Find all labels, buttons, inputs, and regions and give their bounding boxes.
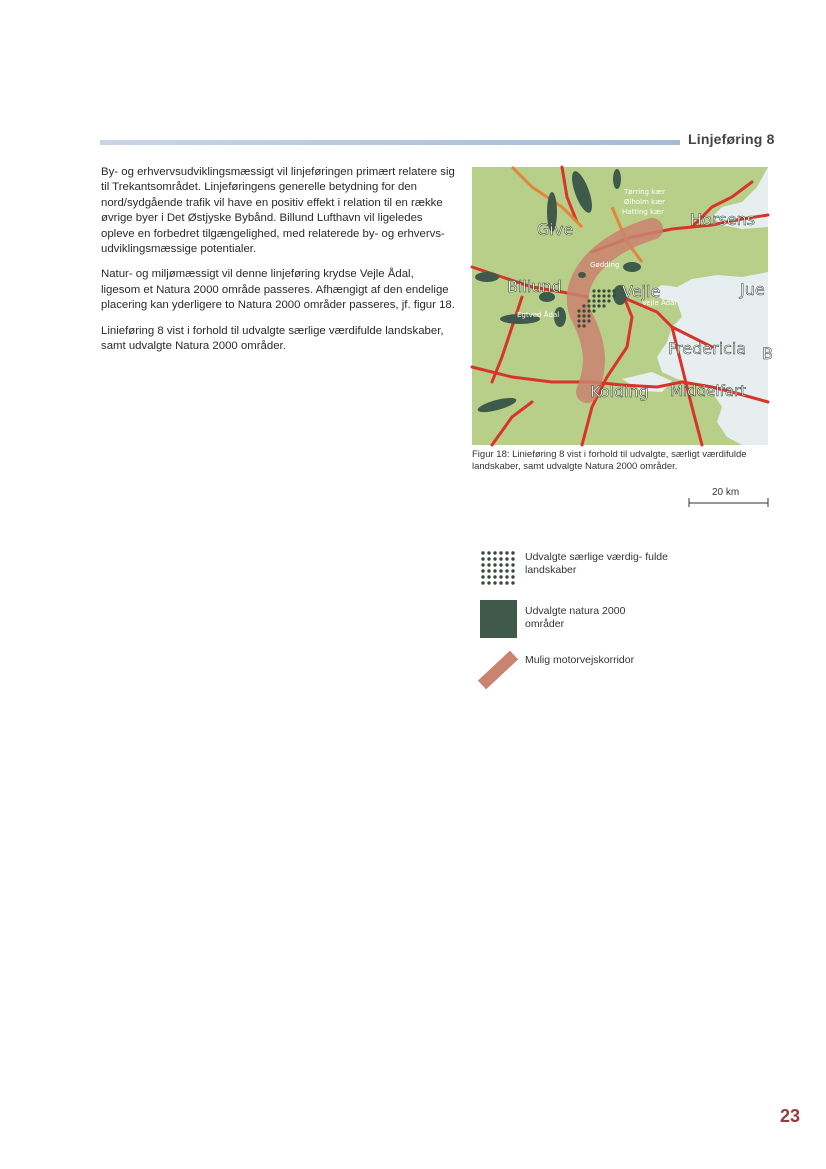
map-label-olholm: Ølholm kær: [624, 198, 665, 206]
map-label-vejle: Vejle: [622, 282, 661, 301]
legend-natura-swatch: [480, 600, 517, 638]
legend-label-natura: Udvalgte natura 2000 områder: [525, 605, 626, 630]
map-label-give: Give: [537, 220, 574, 239]
natura-area-4: [475, 272, 499, 282]
legend-label-corridor: Mulig motorvejskorridor: [525, 654, 635, 666]
map-label-horsens: Horsens: [690, 210, 756, 229]
legend-label-landscape: Udvalgte særlige værdig- fulde landskaber: [525, 551, 668, 576]
paragraph-1: By- og erhvervsudviklingsmæssigt vil linjeføringen primært relatere sig til Trekantsområdet. Linjeføringens generelle betydning for den nord/sydgående trafik vil have en positiv effekt i relation til en række øvrige byer i Det Østjyske Bybånd. Billund Lufthavn vil ligeledes opleve en forbedret tilgængelighed, med relaterede by- og erhvervs-udviklingsmæssige potentialer.: [101, 166, 455, 256]
body-text: [101, 165, 456, 364]
figure-caption: Figur 18: Linieføring 8 vist i forhold til udvalgte, særligt værdifulde landskaber, samt udvalgte Natura 2000 områder.: [472, 449, 747, 472]
map-label-kolding: Kolding: [590, 382, 649, 401]
paragraph-2: Natur- og miljømæssigt vil denne linjeføring krydse Vejle Ådal, ligesom et Natura 2000 område passeres. Afhængigt af den endelige placering kan yderligere to Natura 2000 områder passeres, jf. figur 18.: [101, 268, 455, 312]
map-label-vejle-adal: Vejle Ådal: [642, 299, 677, 307]
legend-corridor-swatch: [474, 649, 522, 691]
map-label-edge-b: B: [762, 344, 773, 363]
paragraph-3: Linieføring 8 vist i forhold til udvalgte særlige værdifulde landskaber, samt udvalgte Natura 2000 områder.: [101, 324, 444, 353]
map-label-fredericia: Fredericia: [668, 339, 747, 358]
page-number: 23: [780, 1106, 801, 1126]
map-figure: [472, 167, 773, 445]
map-label-egtved: Egtved Ådal: [517, 311, 560, 319]
scale-label: 20 km: [712, 487, 740, 498]
map-label-hatting: Hatting kær: [622, 208, 664, 216]
natura-area-11: [578, 272, 586, 278]
map-label-torring: Tørring kær: [624, 188, 666, 196]
header-rule: [100, 140, 680, 145]
natura-area-9: [623, 262, 641, 272]
scale-bar: [688, 496, 770, 508]
natura-area-2: [613, 169, 621, 189]
map-label-middelfart: Middelfart: [670, 382, 747, 400]
map-label-billund: Billund: [507, 277, 562, 296]
legend-dots-swatch: [480, 550, 518, 588]
map-label-gadbjerg: Gødding: [590, 261, 620, 269]
section-title: Linjeføring 8: [688, 131, 775, 147]
map-label-jue: Jue: [740, 280, 765, 299]
